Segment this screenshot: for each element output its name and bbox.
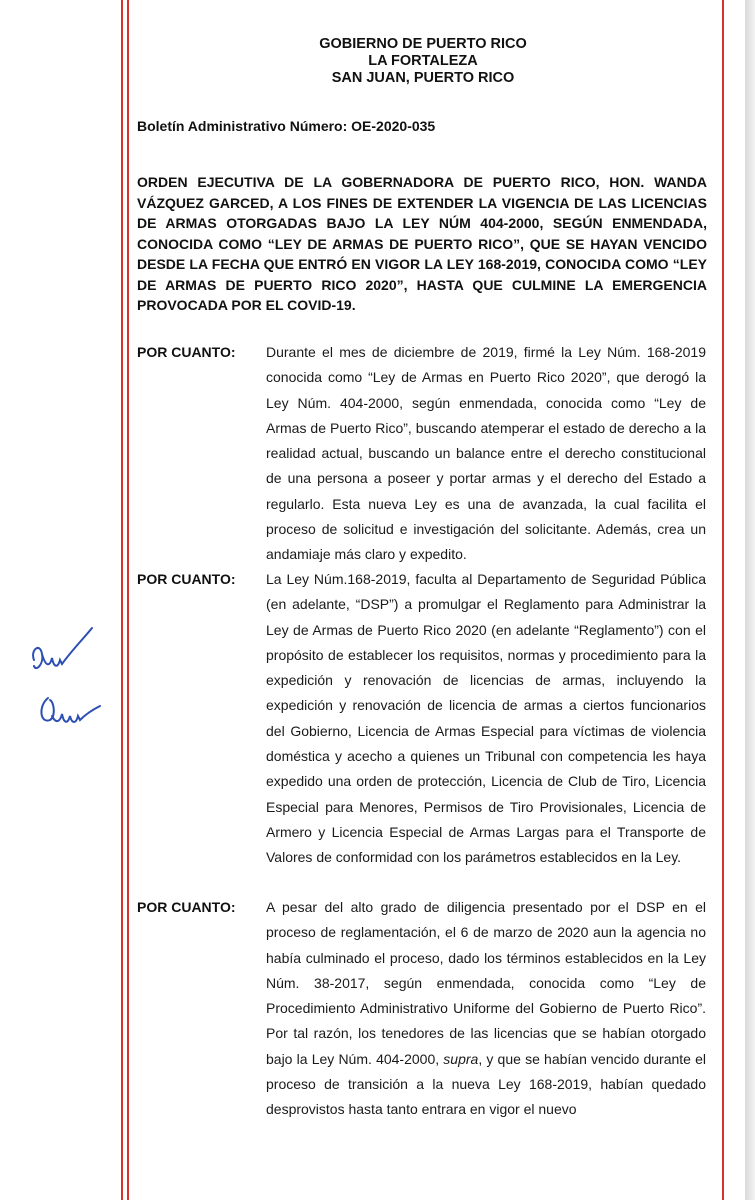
section-text-3-italic: supra (443, 1050, 479, 1067)
initials-stroke-2 (41, 698, 100, 722)
page-edge-shadow (745, 0, 755, 1200)
letterhead (128, 36, 718, 87)
left-margin-rule (121, 0, 123, 1200)
letterhead-government: GOBIERNO DE PUERTO RICO (319, 36, 527, 52)
right-margin-rule (722, 0, 724, 1200)
letterhead-city: SAN JUAN, PUERTO RICO (331, 70, 515, 86)
initials-stroke-1 (33, 628, 92, 668)
section-text-2: La Ley Núm.168-2019, faculta al Departamento de Seguridad Pública (en adelante, “DSP”) a promulgar el Reglamento para Administrar la Ley de Armas de Puerto Rico 2020 (en adelante “Reglamento”) con el propósito de establecer los requisitos, normas y procedimiento para la expedición y renovación de licencias de armas, incluyendo la expedición y renovación de licencia de armas a ciertos funcionarios del Gobierno, Licencia de Armas Especial para víctimas de violencia doméstica y acecho a quienes un Tribunal con competencia les haya expedido una orden de protección, Licencia de Club de Tiro, Licencia Especial para Menores, Permisos de Tiro Provisionales, Licencia de Armero y Licencia Especial de Armas Largas para el Transporte de Valores de conformidad con los parámetros establecidos en la Ley. (266, 571, 706, 866)
section-text-3-part2: , y que se habían vencido durante el proceso de transición a la nueva Ley 168-2019, habían quedado desprovistos hasta tanto entrara en vigor el nuevo (266, 1050, 707, 1118)
handwritten-initials (28, 620, 108, 750)
section-text-1: Durante el mes de diciembre de 2019, firmé la Ley Núm. 168-2019 conocida como “Ley de Armas en Puerto Rico 2020”, que derogó la Ley Núm. 404-2000, según enmendada, conocida como “Ley de Armas de Puerto Rico”, buscando atemperar el estado de derecho a la realidad actual, buscando un balance entre el derecho constitucional de una persona a poseer y portar armas y el derecho del Estado a regularlo. Esta nueva Ley es una de avanzada, la cual facilita el proceso de solicitud e investigación del solicitante. Además, crea un andamiaje más claro y expedito. (266, 344, 706, 563)
section-label-3: POR CUANTO: (137, 899, 236, 915)
letterhead-fortaleza: LA FORTALEZA (368, 53, 478, 69)
section-label-1: POR CUANTO: (137, 344, 236, 360)
order-title: ORDEN EJECUTIVA DE LA GOBERNADORA DE PUERTO RICO, HON. WANDA VÁZQUEZ GARCED, A LOS FINES DE EXTENDER LA VIGENCIA DE LAS LICENCIAS DE ARMAS OTORGADAS BAJO LA LEY NÚM 404-2000, SEGÚN ENMENDADA, CONOCIDA COMO “LEY DE ARMAS DE PUERTO RICO”, QUE SE HAYAN VENCIDO DESDE LA FECHA QUE ENTRÓ EN VIGOR LA LEY 168-2019, CONOCIDA COMO “LEY DE ARMAS DE PUERTO RICO 2020”, HASTA QUE CULMINE LA EMERGENCIA PROVOCADA POR EL COVID-19. (137, 174, 707, 313)
section-text-3 (266, 895, 706, 1123)
section-text-3-part1: A pesar del alto grado de diligencia presentado por el DSP en el proceso de reglamentación, el 6 de marzo de 2020 aun la agencia no había culminado el proceso, dado los términos establecidos en la Ley Núm. 38-2017, según enmendada, conocida como “Ley de Procedimiento Administrativo Uniforme del Gobierno de Puerto Rico”. Por tal razón, los tenedores de las licencias que se habían otorgado bajo la Ley Núm. 404-2000, (266, 899, 706, 1067)
section-label-2: POR CUANTO: (137, 571, 236, 587)
left-margin-rule-inner (127, 0, 129, 1200)
bulletin-number: Boletín Administrativo Número: OE-2020-035 (137, 118, 436, 134)
